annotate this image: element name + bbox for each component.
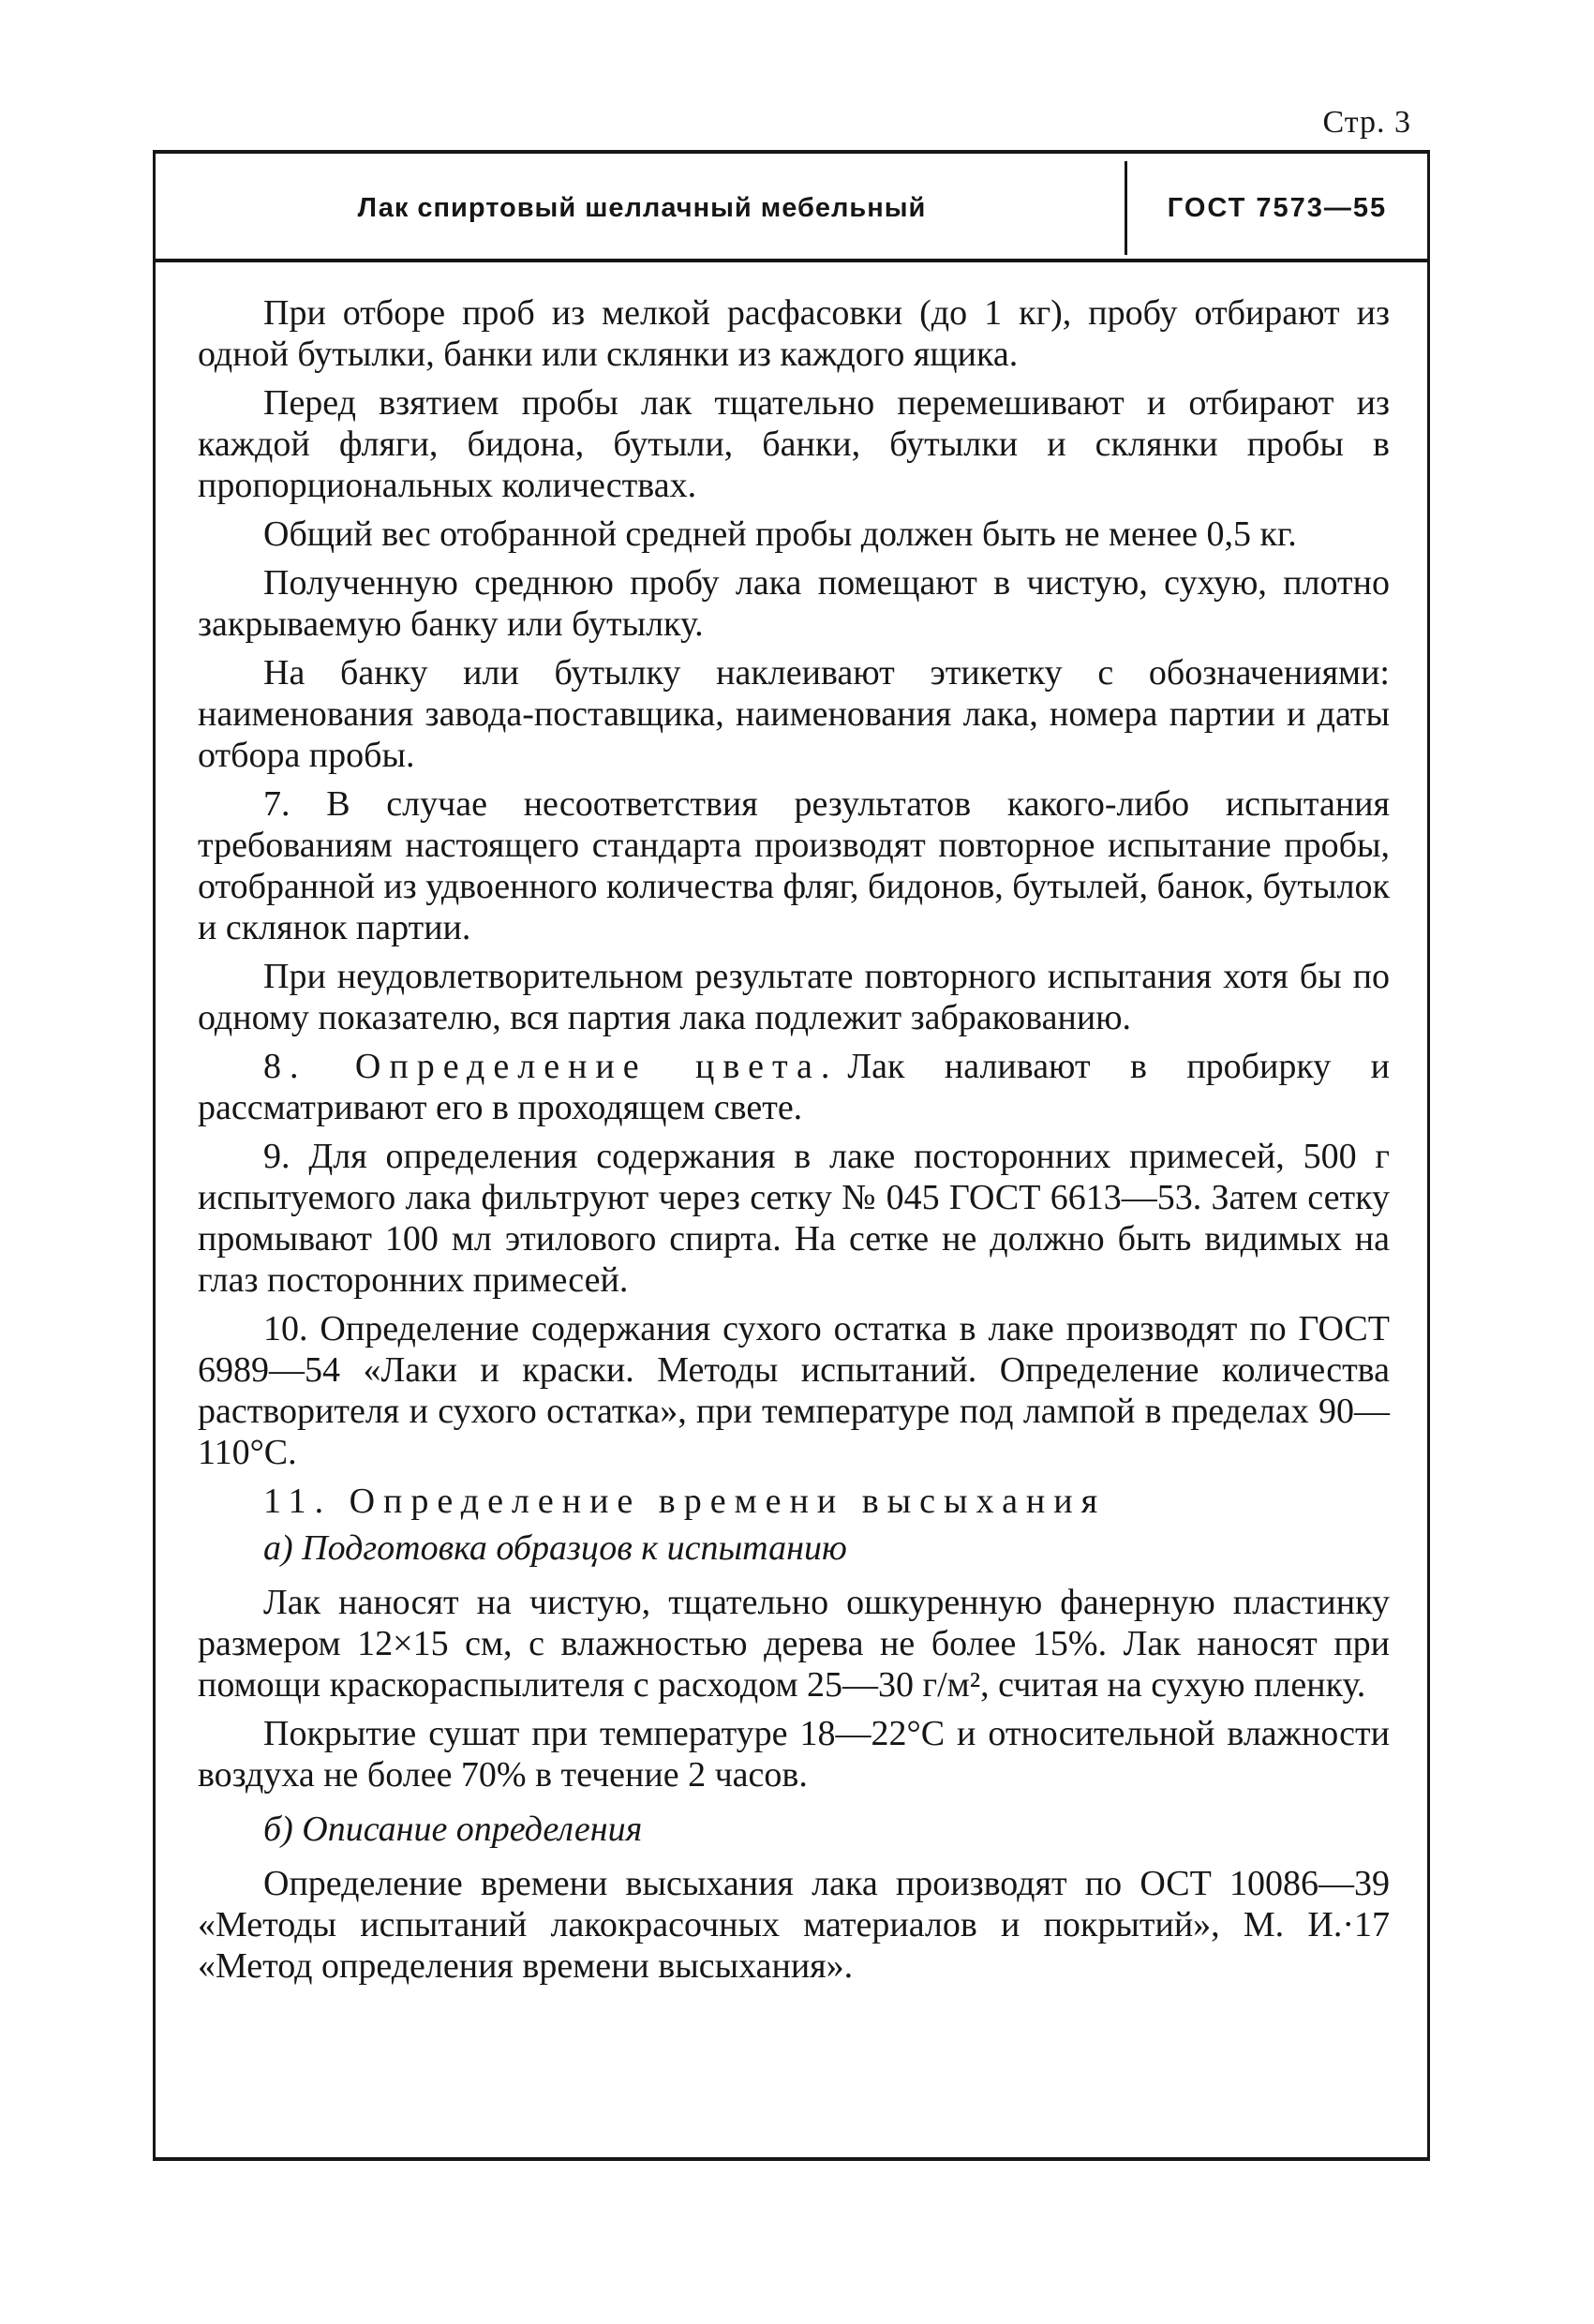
paragraph-dry-residue: 10. Определение содержания сухого остатка в лаке производят по ГОСТ 6989—54 «Лаки и краски. Методы испытаний. Определение количества растворителя и сухого остатка», при температуре под лампой в пределах 90—110°С. xyxy=(198,1309,1390,1472)
paragraph-rejection: При неудовлетворительном результате повторного испытания хотя бы по одному показателю, вся партия лака подлежит забракованию. xyxy=(198,957,1390,1037)
paragraph-mixing: Перед взятием пробы лак тщательно перемешивают и отбирают из каждой фляги, бидона, бутыли, банки, бутылки и склянки пробы в пропорциональных количествах. xyxy=(198,383,1390,505)
paragraph-retest: 7. В случае несоответствия результатов какого-либо испытания требованиям настоящего стандарта производят повторное испытание пробы, отобранной из удвоенного количества фляг, бидонов, бутылей, банок, бутылок и склянок партии. xyxy=(198,784,1390,947)
section-heading-drying-time: 11. Определение времени высыхания xyxy=(263,1482,1107,1521)
page-number: Стр. 3 xyxy=(1322,105,1411,140)
standard-code: ГОСТ 7573—55 xyxy=(1167,192,1388,223)
paragraph-label: На банку или бутылку наклеивают этикетку с обозначениями: наименования завода-поставщика, наименования лака, номера партии и даты отбора пробы. xyxy=(198,653,1390,775)
subheading-sample-preparation: а) Подготовка образцов к испытанию xyxy=(263,1528,847,1568)
paragraph-sample-container: Полученную среднюю пробу лака помещают в чистую, сухую, плотно закрываемую банку или бутылку. xyxy=(198,563,1390,644)
paragraph-application: Лак наносят на чистую, тщательно ошкуренную фанерную пластинку размером 12×15 см, с влажностью дерева не более 15%. Лак наносят при помощи краскораспылителя с расходом 25—30 г/м², считая на сухую пленку. xyxy=(198,1583,1390,1705)
color-method-text: Лак наливают в пробирку и рассматривают его в проходящем свете. xyxy=(198,1047,1390,1127)
paragraph-color-determination xyxy=(198,1046,1390,1128)
section-heading-color: 8. Определение цвета. xyxy=(263,1047,839,1086)
body-text xyxy=(198,292,1390,1994)
document-title: Лак спиртовый шеллачный мебельный xyxy=(357,192,927,223)
paragraph-method-reference: Определение времени высыхания лака производят по ОСТ 10086—39 «Методы испытаний лакокрасочных материалов и покрытий», М. И.·17 «Метод определения времени высыхания». xyxy=(198,1864,1390,1986)
bottom-rule xyxy=(153,2157,1430,2161)
paragraph-impurities: 9. Для определения содержания в лаке посторонних примесей, 500 г испытуемого лака фильтруют через сетку № 045 ГОСТ 6613—53. Затем сетку промывают 100 мл этилового спирта. На сетке не должно быть видимых на глаз посторонних примесей. xyxy=(198,1137,1390,1300)
body-left-border xyxy=(153,262,156,2160)
body-right-border xyxy=(1427,262,1430,2160)
subheading-method-description: б) Описание определения xyxy=(263,1810,643,1849)
paragraph-sample-weight: Общий вес отобранной средней пробы должен быть не менее 0,5 кг. xyxy=(263,514,1297,554)
paragraph-sampling-small-packaging: При отборе проб из мелкой расфасовки (до 1 кг), пробу отбирают из одной бутылки, банки или склянки из каждого ящика. xyxy=(198,293,1390,374)
paragraph-drying-conditions: Покрытие сушат при температуре 18—22°С и относительной влажности воздуха не более 70% в течение 2 часов. xyxy=(198,1714,1390,1795)
